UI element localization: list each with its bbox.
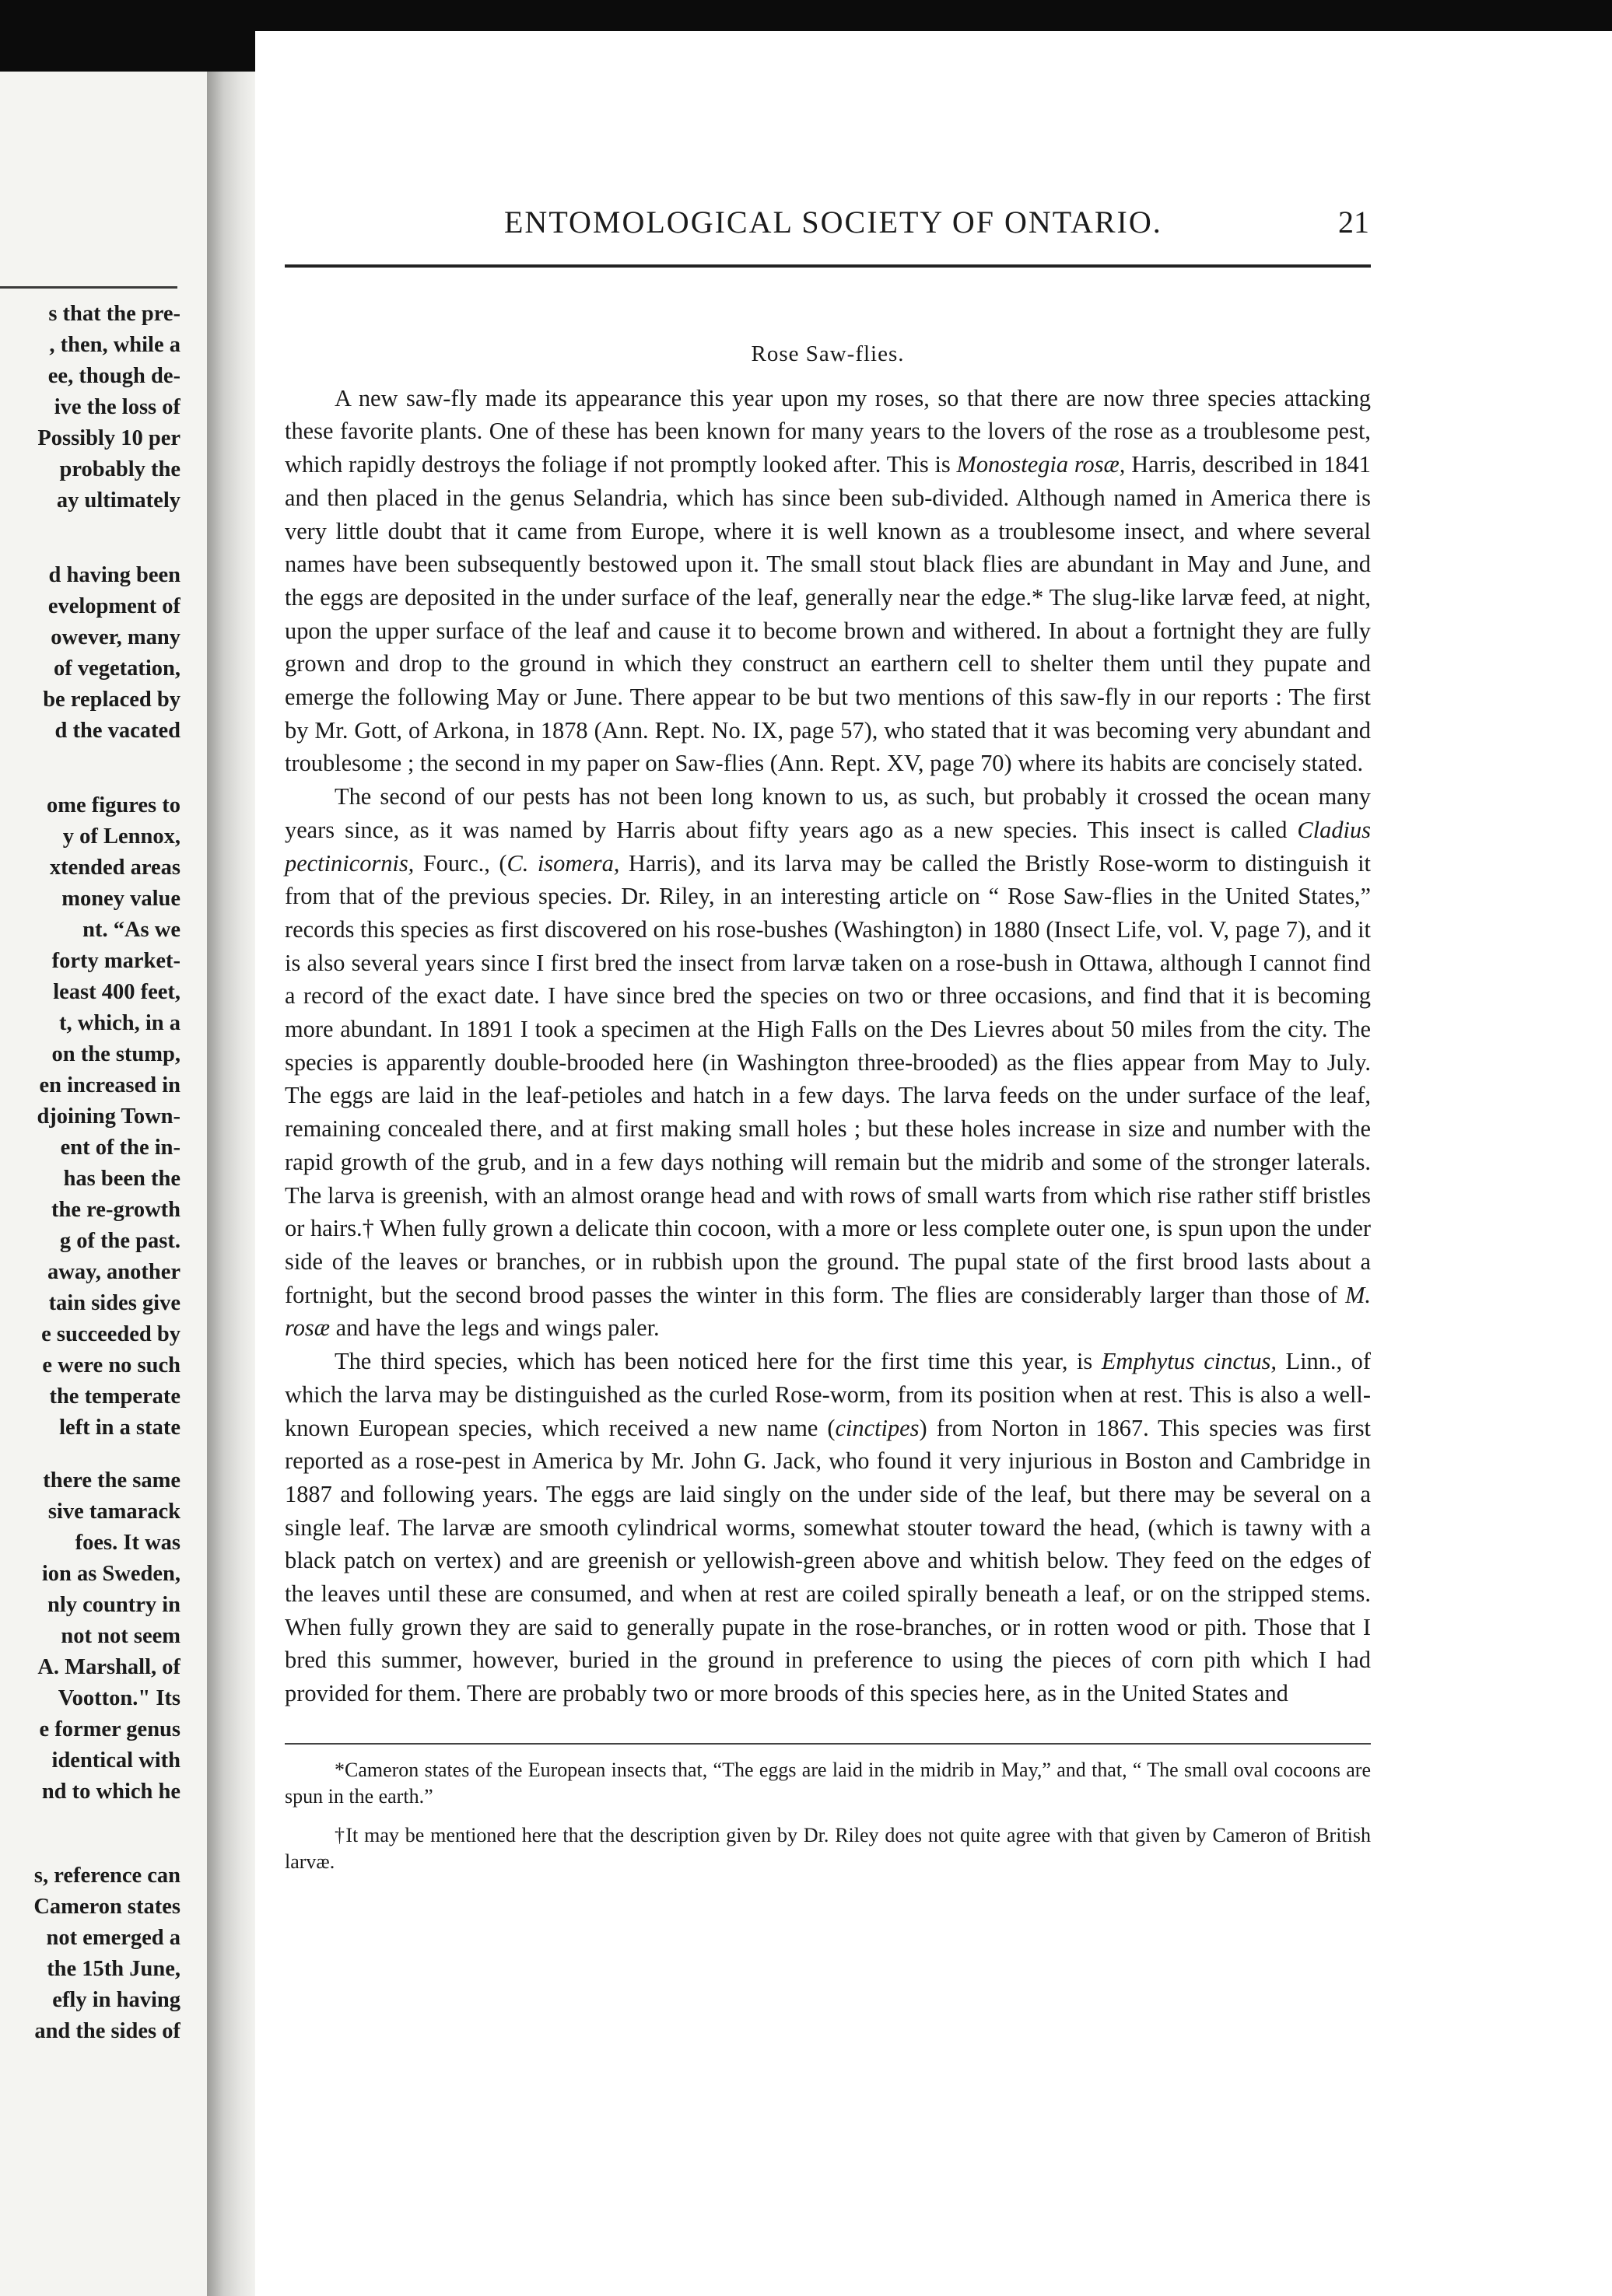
page-gutter-shadow (207, 72, 255, 2296)
left-text-line: there the same (43, 1468, 180, 1493)
article (285, 264, 1371, 1875)
left-text-line: probably the (59, 457, 180, 481)
left-text-line: ion as Sweden, (41, 1562, 180, 1586)
running-title: ENTOMOLOGICAL SOCIETY OF ONTARIO. (504, 205, 1162, 240)
left-text-line: efly in having (52, 1988, 180, 2012)
paragraph-text: Fourc., ( (414, 849, 507, 877)
left-text-line: of vegetation, (53, 656, 180, 681)
left-text-line: ent of the in- (60, 1136, 180, 1160)
left-text-line: sive tamarack (47, 1500, 180, 1524)
left-text-block-3 (0, 790, 180, 1444)
left-text-line: identical with (51, 1748, 180, 1773)
left-text-line: left in a state (59, 1416, 180, 1440)
left-text-line: not not seem (61, 1624, 180, 1648)
left-text-line: away, another (47, 1260, 180, 1284)
paragraph-text: and have the legs and wings paler. (330, 1314, 660, 1342)
left-text-line: xtended areas (49, 856, 180, 880)
species-name: Cladius pectinicornis, (285, 816, 1371, 877)
left-text-line: evelopment of (47, 594, 180, 618)
left-text-line: the re-growth (51, 1198, 180, 1222)
left-text-line: e former genus (39, 1717, 180, 1741)
paragraph-3 (285, 1345, 1371, 1710)
left-page-fragment (0, 72, 207, 2296)
left-text-line: owever, many (51, 625, 180, 649)
left-text-block-1 (0, 299, 180, 516)
paragraph-text: The second of our pests has not been long known to us, as such, but probably it crossed the ocean many years since, as it was named by Harris about fifty years ago as a new species. This insect is called (285, 783, 1371, 843)
species-name: Emphytus cinctus, (1101, 1348, 1277, 1375)
left-text-line: y of Lennox, (62, 824, 180, 849)
left-text-line: s, reference can (33, 1864, 180, 1888)
left-text-line: be replaced by (43, 688, 180, 712)
left-text-line: djoining Town- (37, 1104, 180, 1129)
left-text-line: the 15th June, (47, 1957, 180, 1981)
page-number: 21 (1338, 205, 1369, 240)
left-text-line: Possibly 10 per (37, 426, 180, 450)
paragraph-text: Harris), and its larva may be called the Bristly Rose-worm to distinguish it from that of the previous species. Dr. Riley, in an interesting article on “ Rose Saw-flies in the United States,” records this species as first discovered on his rose-bushes (Washington) in 1880 (Insect Life, vol. V, page 7), and it is also several years since I first bred the insect from larvæ taken on a rose-bush in Ottawa, although I cannot find a record of the exact date. I have since bred the species on two or three occasions, and find that it is becoming more abundant. In 1891 I took a specimen at the High Falls on the Des Lievres about 50 miles from the city. The species is apparently double-brooded here (in Washington three-brooded) as the flies appear from May to July. The eggs are laid in the leaf-petioles and hatch in a few days. The larva feeds on the under surface of the leaf, remaining concealed there, and at first making small holes ; but these holes increase in size and number with the rapid growth of the grub, and in a few days nothing will remain but the midrib and some of the stronger laterals. The larva is greenish, with an almost orange head and with rows of small warts from which rise rather stiff bristles or hairs.† When fully grown a delicate thin cocoon, with a more or less complete outer one, is spun upon the under side of the leaves or branches, or in rubbish upon the ground. The pupal state of the first brood lasts about a fortnight, but the second brood passes the winter in this form. The flies are considerably larger than those of (285, 849, 1371, 1308)
footnote-1: *Cameron states of the European insects that, “The eggs are laid in the midrib in May,” and that, “ The small oval cocoons are spun in the earth.” (285, 1758, 1371, 1808)
left-text-line: on the stump, (51, 1042, 180, 1066)
paragraph-text: A new saw-fly made its appearance this year upon my roses, so that there are now three species attacking these favorite plants. One of these has been known for many years to the lovers of the rose as a troublesome pest, which rapidly destroys the foliage if not promptly looked after. This is (285, 384, 1371, 478)
left-text-line: and the sides of (34, 2019, 180, 2043)
left-text-block-5 (0, 1860, 180, 2047)
left-text-line: A. Marshall, of (37, 1655, 180, 1679)
species-name: C. isomera, (506, 849, 620, 877)
left-text-line: forty market- (51, 949, 180, 973)
left-text-line: Vootton." Its (58, 1686, 180, 1710)
left-text-line: nly country in (47, 1593, 180, 1617)
paragraph-text: The third species, which has been noticed here for the first time this year, is (335, 1348, 1102, 1375)
left-text-line: tain sides give (48, 1291, 180, 1315)
left-text-line: ee, though de- (47, 364, 180, 388)
left-text-line: nd to which he (41, 1780, 180, 1804)
left-text-line: t, which, in a (59, 1011, 180, 1035)
left-text-line: s that the pre- (48, 302, 180, 326)
left-text-line: en increased in (39, 1073, 180, 1097)
paragraph-2 (285, 780, 1371, 1345)
left-text-block-4 (0, 1465, 180, 1808)
left-text-line: has been the (63, 1167, 180, 1191)
footnote-rule (285, 1743, 1371, 1745)
article-title: Rose Saw-flies. (751, 341, 905, 366)
left-text-line: e succeeded by (41, 1322, 180, 1346)
left-text-line: nt. “As we (82, 918, 180, 942)
left-text-line: foes. It was (75, 1531, 180, 1555)
species-name: cinctipes (835, 1414, 920, 1441)
left-text-line: ome figures to (46, 793, 180, 817)
left-text-line: least 400 feet, (53, 980, 180, 1004)
left-text-block-2 (0, 560, 180, 747)
footnote-2: †It may be mentioned here that the description given by Dr. Riley does not quite agree with that given by Cameron of British larvæ. (285, 1823, 1371, 1873)
paragraph-text: ) from Norton in 1867. This species was first reported as a rose-pest in America by Mr. John G. Jack, who found it very injurious in Boston and Cambridge in 1887 and following years. The eggs are laid singly on the under side of the leaf, but there may be several on a single leaf. The larvæ are smooth cylindrical worms, somewhat stouter toward the head, (which is tawny with a black patch on vertex) and are greenish or yellowish-green above and whitish below. They feed on the edges of the leaves until these are consumed, and when at rest are coiled spirally beneath a leaf, or on the stripped stems. When fully grown they are said to generally pupate in the rose-branches, or in rotten wood or pith. Those that I bred this summer, however, buried in the ground in preference to using the pieces of corn pith which I had provided for them. There are probably two or more broods of this species here, as in the United States and (285, 1414, 1371, 1707)
species-name: Monostegia rosæ, (956, 451, 1126, 478)
left-text-line: ay ultimately (56, 488, 180, 513)
left-text-line: money value (61, 887, 180, 911)
left-text-line: e were no such (42, 1353, 180, 1377)
left-text-line: , then, while a (49, 333, 180, 357)
left-text-line: not emerged a (46, 1926, 180, 1950)
species-name: M. rosæ (285, 1281, 1371, 1342)
paragraph-text: Linn., of which the larva may be distinguished as the curled Rose-worm, from its position when at rest. This is also a well-known European species, which received a new name ( (285, 1348, 1372, 1441)
left-text-line: Cameron states (33, 1895, 180, 1919)
left-text-line: the temperate (49, 1384, 180, 1409)
paragraph-1 (285, 382, 1371, 780)
left-text-line: d having been (48, 563, 180, 587)
left-text-line: ive the loss of (54, 395, 180, 419)
left-text-line: g of the past. (59, 1229, 180, 1253)
left-page-rule (0, 286, 177, 289)
paragraph-text: Harris, described in 1841 and then placed in the genus Selandria, which has since been sub-divided. Although named in America there is very little doubt that it came from Europe, where it is well known as a troublesome insect, and where several names have been subsequently bestowed upon it. The small stout black flies are abundant in May and June, and the eggs are deposited in the under surface of the leaf, generally near the edge.* The slug-like larvæ feed, at night, upon the upper surface of the leaf and cause it to become brown and withered. In about a fortnight they are fully grown and drop to the ground in which they construct an earthern cell to shelter them until they pupate and emerge the following May or June. There appear to be but two mentions of this saw-fly in our reports : The first by Mr. Gott, of Arkona, in 1878 (Ann. Rept. No. IX, page 57), who stated that it was becoming very abundant and troublesome ; the second in my paper on Saw-flies (Ann. Rept. XV, page 70) where its habits are concisely stated. (285, 451, 1371, 777)
right-page (255, 31, 1612, 2296)
left-text-line: d the vacated (54, 719, 180, 743)
